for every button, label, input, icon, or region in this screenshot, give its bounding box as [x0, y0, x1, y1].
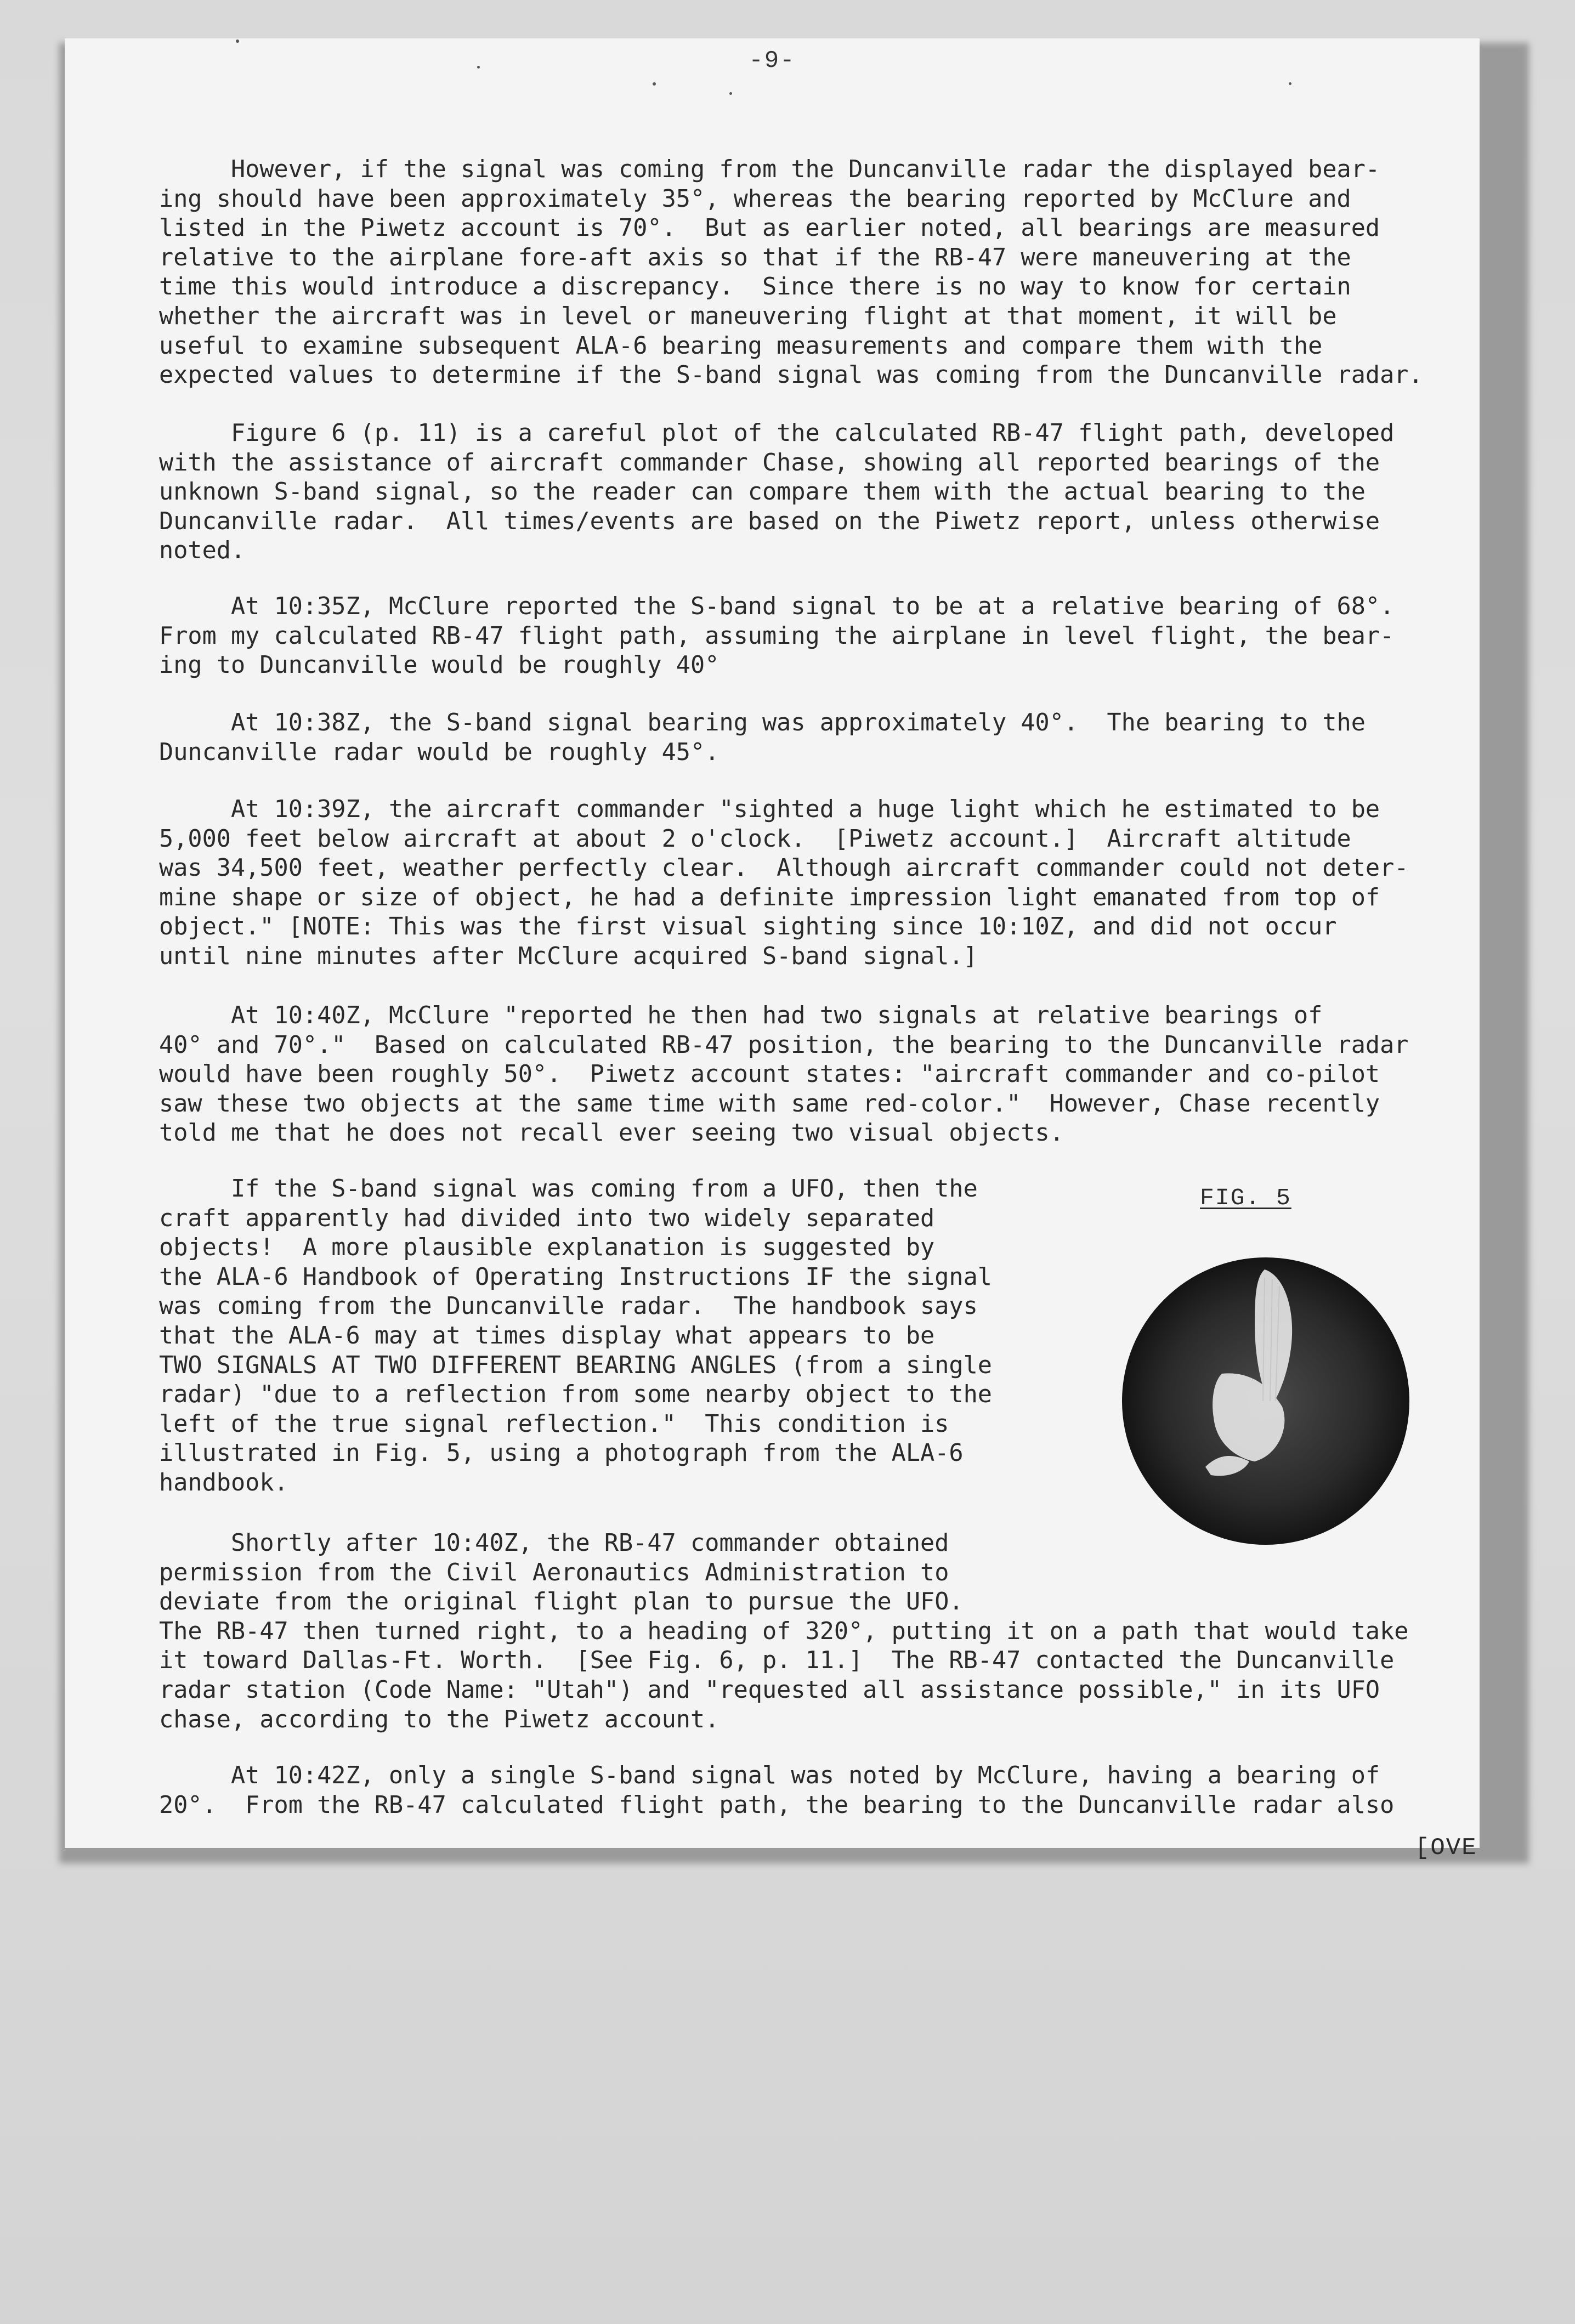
paragraph-4: At 10:38Z, the S-band signal bearing was approximately 40°. The bearing to the Duncanville radar would be roughly 45°. [159, 709, 1366, 766]
page-number: -9- [749, 47, 796, 75]
paragraph-1: However, if the signal was coming from the Duncanville radar the displayed bear- ing should have been approximately 35°, whereas the bearing reported by McClure and listed in the Piwetz account is 70°. But as earlier noted, all bearings are measured relative to the airplane fore-aft axis so that if the RB-47 were maneuvering at the time this would introduce a discrepancy. Since there is no way to know for certain whether the aircraft was in level or maneuvering flight at that moment, it will be useful to examine subsequent ALA-6 bearing measurements and compare them with the expected values to determine if the S-band signal was coming from the Duncanville radar. [159, 156, 1423, 389]
film-speck [729, 92, 732, 95]
paragraph-3: At 10:35Z, McClure reported the S-band signal to be at a relative bearing of 68°. From my calculated RB-47 flight path, assuming the airplane in level flight, the bear- ing to Duncanville would be roughly 40° [159, 593, 1395, 679]
paragraph-6: At 10:40Z, McClure "reported he then had two signals at relative bearings of 40° and 70°." Based on calculated RB-47 position, the bearing to the Duncanville radar would have been roughly 50°. Piwetz account states: "aircraft commander and co-pilot saw these two objects at the same time with same red-color." However, Chase recently told me that he does not recall ever seeing two visual objects. [159, 1002, 1409, 1147]
paragraph-8: Shortly after 10:40Z, the RB-47 commander obtained permission from the Civil Aeronautics Administration to deviate from the original flight plan to pursue the UFO. The RB-47 then turned right, to a heading of 320°, putting it on a path that would take it toward Dallas-Ft. Worth. [See Fig. 6, p. 11.] The RB-47 contacted the Duncanville radar station (Code Name: "Utah") and "requested all assistance possible," in its UFO chase, according to the Piwetz account. [159, 1529, 1409, 1733]
fig5-photo [1118, 1253, 1414, 1549]
film-speck [236, 39, 239, 43]
paragraph-5: At 10:39Z, the aircraft commander "sighted a huge light which he estimated to be 5,000 feet below aircraft at about 2 o'clock. [Piwetz account.] Aircraft altitude was 34,500 feet, weather perfectly clear. Although aircraft commander could not deter- mine shape or size of object, he had a definite impression light emanated from top of object." [NOTE: This was the first visual sighting since 10:10Z, and did not occur until nine minutes after McClure acquired S-band signal.] [159, 796, 1409, 970]
film-speck [653, 82, 656, 86]
document-page [65, 38, 1480, 1862]
paragraph-9: At 10:42Z, only a single S-band signal was noted by McClure, having a bearing of 20°. From the RB-47 calculated flight path, the bearing to the Duncanville radar also [159, 1762, 1395, 1819]
margin-note: [OVE [1415, 1834, 1477, 1862]
paragraph-7: If the S-band signal was coming from a UFO, then the craft apparently had divided into two widely separated objects! A more plausible explanation is suggested by the ALA-6 Handbook of Operating Instructions IF the signal was coming from the Duncanville radar. The handbook says that the ALA-6 may at times display what appears to be TWO SIGNALS AT TWO DIFFERENT BEARING ANGLES (from a single radar) "due to a reflection from some nearby object to the left of the true signal reflection." This condition is illustrated in Fig. 5, using a photograph from the ALA-6 handbook. [159, 1175, 992, 1497]
film-speck [477, 66, 480, 69]
figure-caption: FIG. 5 [1200, 1184, 1291, 1211]
paragraph-2: Figure 6 (p. 11) is a careful plot of the calculated RB-47 flight path, developed with the assistance of aircraft commander Chase, showing all reported bearings of the unknown S-band signal, so the reader can compare them with the actual bearing to the Duncanville radar. All times/events are based on the Piwetz report, unless otherwise noted. [159, 420, 1395, 565]
film-speck [1289, 82, 1291, 85]
